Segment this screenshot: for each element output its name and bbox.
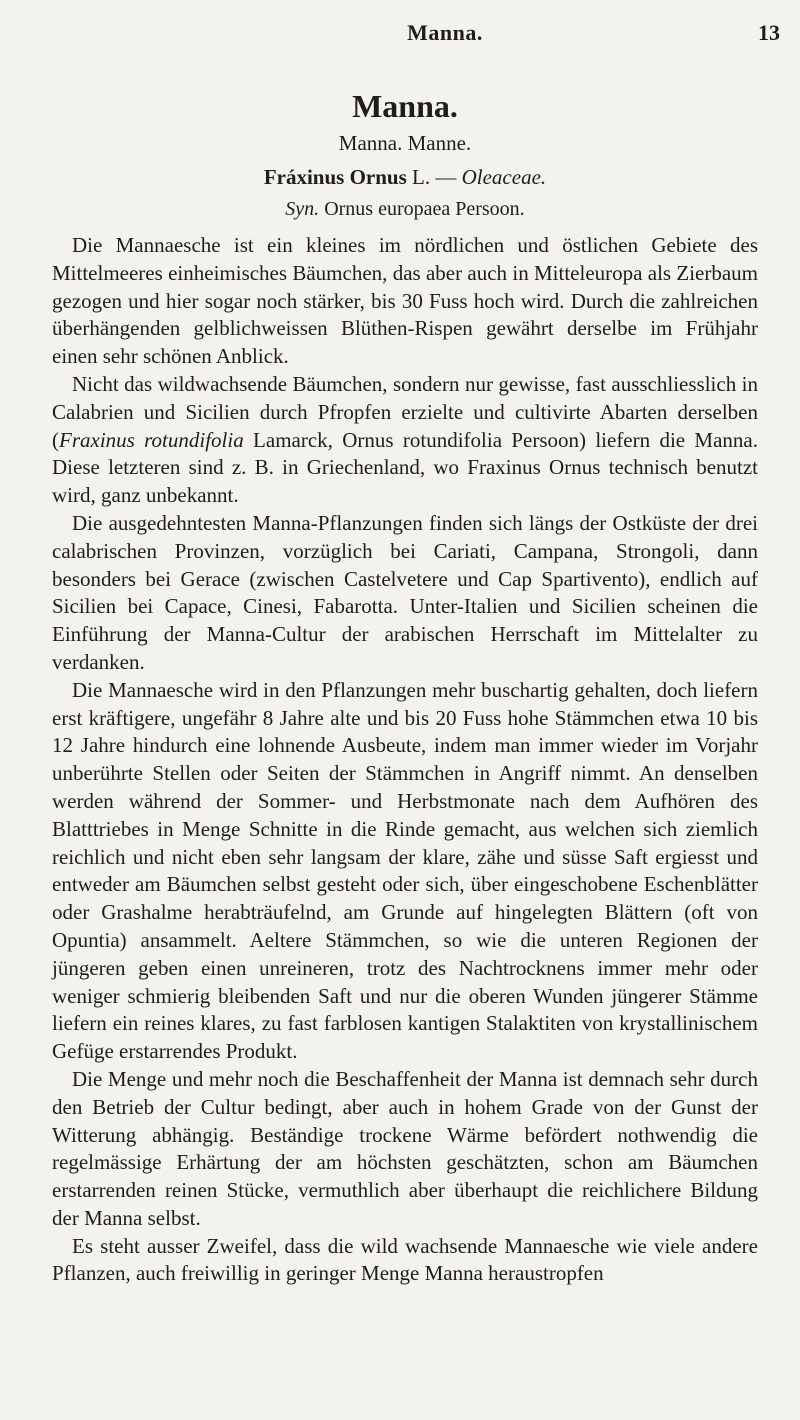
paragraph-6: Es steht ausser Zweifel, dass die wild wachsende Mannaesche wie viele andere Pflanzen, auch freiwillig in geringer Menge Manna heraustropfen: [52, 1233, 758, 1286]
synonym-label: Syn.: [285, 198, 320, 220]
running-title: Manna.: [407, 20, 483, 45]
page-number: 13: [758, 20, 780, 45]
paragraph-5: Die Menge und mehr noch die Beschaffenheit der Manna ist demnach sehr durch den Betrieb der Cultur bedingt, aber auch in hohem Grade von der Gunst der Witterung abhängig. Beständige trockene Wärme befördert nothwendig die regelmässige Erhärtung der am höchsten geschätzten, schon am Bäumchen erstarrenden reinen Stücke, vermuthlich aber überhaupt die reichlichere Bildung der Manna selbst.: [52, 1066, 758, 1230]
paragraph-1: Die Mannaesche ist ein kleines im nördlichen und östlichen Gebiete des Mittelmeeres einheimisches Bäumchen, das aber auch in Mitteleuropa als Zierbaum gezogen und hier sogar noch stärker, bis 30 Fuss hoch wird. Durch die zahlreichen überhängenden gelblichweissen Blüthen-Rispen gewährt derselbe im Frühjahr einen sehr schönen Anblick.: [52, 233, 758, 369]
synonym-text: Ornus europaea Persoon.: [319, 198, 525, 220]
paragraph-2-part-b: Lamarck, Ornus rotundifolia Persoon) liefern die Manna. Diese letzteren sind z. B. in Griechenland, wo Fraxinus Ornus technisch benutzt wird, ganz unbekannt.: [52, 427, 758, 508]
species-name: Fráxinus Ornus: [263, 165, 407, 189]
common-names: Manna. Manne.: [338, 131, 472, 155]
paragraph-2: [52, 371, 758, 510]
paragraph-2-part-a: Nicht das wildwachsende Bäumchen, sondern nur gewisse, fast ausschliesslich in Calabrien und Sicilien durch Pfropfen erzielte und cultivirte Abarten derselben (: [52, 371, 758, 452]
synonym-line: [52, 194, 758, 224]
species-line: [52, 160, 758, 194]
running-head: [110, 20, 780, 50]
plant-family: Oleaceae.: [461, 165, 547, 189]
article-body: [52, 86, 758, 1288]
species-author: L. —: [406, 165, 462, 189]
paragraph-3: Die ausgedehntesten Manna-Pflanzungen finden sich längs der Ostküste der drei calabrischen Provinzen, vorzüglich bei Cariati, Campana, Strongoli, dann besonders bei Gerace (zwischen Castelvetere und Cap Spartivento), endlich auf Sicilien bei Capace, Cinesi, Fabarotta. Unter-Italien und Sicilien scheinen die Einführung der Manna-Cultur der arabischen Herrschaft im Mittelalter zu verdanken.: [52, 510, 758, 674]
article-title: Manna.: [352, 88, 458, 124]
paragraph-2-italic: Fraxinus rotundifolia: [59, 427, 244, 452]
paragraph-4: Die Mannaesche wird in den Pflanzungen mehr buschartig gehalten, doch liefern erst kräftigere, ungefähr 8 Jahre alte und bis 20 Fuss hohe Stämmchen etwa 10 bis 12 Jahre hindurch eine lohnende Ausbeute, indem man immer wieder im Vorjahr unberührte Stellen oder Seiten der Stämmchen in Angriff nimmt. An denselben werden während der Sommer- und Herbstmonate nach dem Aufhören des Blatttriebes in Menge Schnitte in die Rinde gemacht, aus welchen sich ziemlich reichlich und nicht eben sehr langsam der klare, zähe und süsse Saft ergiesst und entweder am Bäumchen selbst gesteht oder sich, über eingeschobene Eschenblätter oder Grashalme herabträufelnd, am Grunde auf hingelegten Blättern (oft von Opuntia) ansammelt. Aeltere Stämmchen, so wie die unteren Regionen der jüngeren geben einen unreineren, trotz des Nachtrocknens immer mehr oder weniger schmierig bleibenden Saft und nur die oberen Wunden jüngerer Stämme liefern ein reines klares, zu fast farblosen kantigen Stalaktiten von krystallinischem Gefüge erstarrendes Produkt.: [52, 677, 758, 1064]
